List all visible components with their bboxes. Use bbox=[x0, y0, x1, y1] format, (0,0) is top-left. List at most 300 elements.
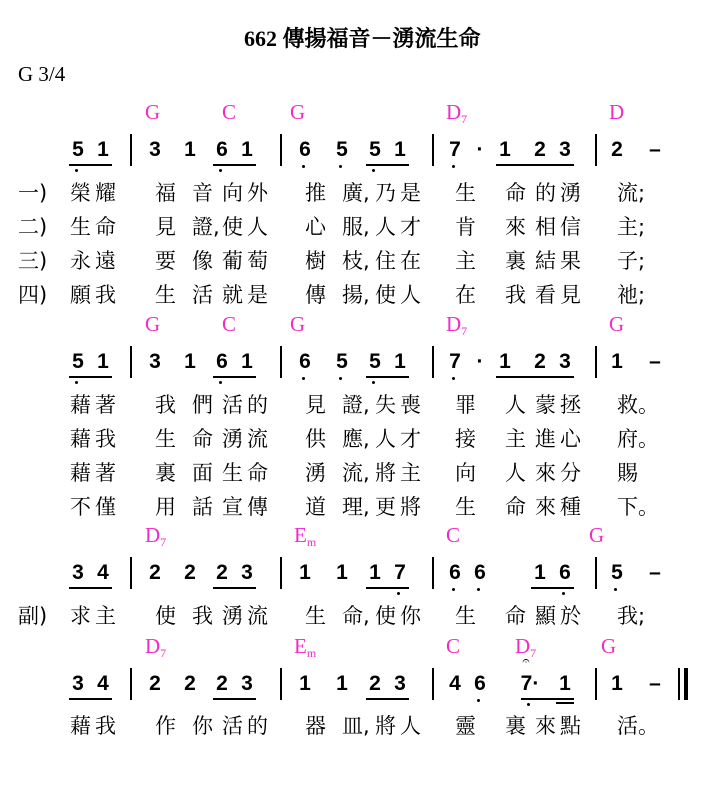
lyric-syllable: 來 bbox=[535, 495, 556, 519]
note: 1 bbox=[499, 138, 511, 161]
chord-quality: 7 bbox=[461, 112, 468, 126]
octave-dot-below bbox=[397, 592, 400, 595]
underline-beam bbox=[366, 587, 409, 589]
chord-quality: m bbox=[306, 535, 317, 549]
note: – bbox=[649, 672, 661, 695]
chord-symbol bbox=[446, 100, 467, 127]
note: 5 bbox=[72, 350, 84, 373]
lyric-syllable: 枝, bbox=[342, 249, 370, 273]
lyric-syllable: 於 bbox=[560, 604, 581, 628]
octave-dot-below bbox=[477, 588, 480, 591]
chord-symbol bbox=[609, 100, 624, 125]
octave-dot-below bbox=[339, 165, 342, 168]
lyric-syllable: 皿, bbox=[342, 714, 370, 738]
note: 2 bbox=[534, 138, 546, 161]
lyric-syllable: 使 bbox=[375, 283, 396, 307]
lyric-syllable: 藉 bbox=[70, 714, 91, 738]
lyric-syllable: 你 bbox=[192, 714, 213, 738]
lyric-syllable: 在 bbox=[455, 283, 476, 307]
note: 2 bbox=[184, 561, 196, 584]
lyric-syllable: 湧 bbox=[305, 461, 326, 485]
lyric-syllable: 流 bbox=[247, 604, 268, 628]
chord-symbol bbox=[145, 100, 160, 125]
chord-symbol bbox=[290, 312, 305, 337]
chord-symbol bbox=[290, 100, 305, 125]
chord-symbol bbox=[222, 100, 236, 125]
lyric-syllable: 使 bbox=[222, 215, 243, 239]
lyric-syllable: 分 bbox=[560, 461, 581, 485]
lyric-syllable: 活 bbox=[222, 714, 243, 738]
lyric-syllable: 乃 bbox=[375, 181, 396, 205]
lyric-syllable: 面 bbox=[192, 461, 213, 485]
octave-dot-below bbox=[452, 377, 455, 380]
chord-quality: m bbox=[306, 646, 317, 660]
lyric-syllable: 藉 bbox=[70, 461, 91, 485]
final-bar-line bbox=[684, 668, 688, 700]
chord-root: G bbox=[290, 312, 306, 336]
note: 2 bbox=[611, 138, 623, 161]
note: 2 bbox=[149, 672, 161, 695]
note: 7 bbox=[449, 350, 461, 373]
chord-symbol bbox=[446, 523, 460, 548]
lyric-syllable: 藉 bbox=[70, 393, 91, 417]
bar-line bbox=[432, 668, 434, 700]
lyric-syllable: 住 bbox=[375, 249, 396, 273]
chord-symbol bbox=[145, 523, 166, 550]
bar-line bbox=[280, 346, 282, 378]
lyric-syllable: 供 bbox=[305, 427, 326, 451]
note: 5 bbox=[369, 138, 381, 161]
note: 6 bbox=[474, 561, 486, 584]
lyric-syllable: 主 bbox=[400, 461, 421, 485]
lyric-syllable: 我 bbox=[505, 283, 526, 307]
octave-dot-below bbox=[219, 169, 222, 172]
note: 6 bbox=[474, 672, 486, 695]
lyric-syllable: 看 bbox=[535, 283, 556, 307]
lyric-syllable: 見 bbox=[305, 393, 326, 417]
lyric-syllable: 外 bbox=[247, 181, 268, 205]
lyric-syllable: 信 bbox=[560, 215, 581, 239]
chord-symbol bbox=[446, 634, 460, 659]
lyric-syllable: 點 bbox=[560, 714, 581, 738]
chord-symbol bbox=[601, 634, 616, 659]
chord-quality: 7 bbox=[461, 324, 468, 338]
lyric-syllable: 我; bbox=[617, 604, 646, 628]
lyric-syllable: 的 bbox=[247, 714, 268, 738]
octave-dot-below bbox=[372, 169, 375, 172]
lyric-syllable: 裏 bbox=[505, 249, 526, 273]
chord-root: C bbox=[446, 634, 461, 658]
underline-beam bbox=[69, 164, 112, 166]
note: 1 bbox=[336, 672, 348, 695]
lyric-syllable: 下。 bbox=[617, 495, 659, 519]
lyric-syllable: 祂; bbox=[617, 283, 646, 307]
note: 2 bbox=[184, 672, 196, 695]
octave-dot-below bbox=[302, 377, 305, 380]
note: 1 bbox=[241, 138, 253, 161]
lyric-syllable: 證, bbox=[192, 215, 220, 239]
lyric-syllable: 人 bbox=[400, 714, 421, 738]
note: 2 bbox=[216, 672, 228, 695]
lyric-syllable: 音 bbox=[192, 181, 213, 205]
lyric-syllable: 人 bbox=[247, 215, 268, 239]
lyric-syllable: 將 bbox=[400, 495, 421, 519]
note: 1 bbox=[394, 138, 406, 161]
note: 2 bbox=[216, 561, 228, 584]
lyric-syllable: 結 bbox=[535, 249, 556, 273]
lyric-syllable: 們 bbox=[192, 393, 213, 417]
chord-root: C bbox=[222, 100, 237, 124]
chord-symbol bbox=[609, 312, 624, 337]
lyric-syllable: 流, bbox=[342, 461, 370, 485]
lyric-syllable: 證, bbox=[342, 393, 370, 417]
note: 6 bbox=[559, 561, 571, 584]
lyric-syllable: 就 bbox=[222, 283, 243, 307]
lyric-syllable: 的 bbox=[247, 393, 268, 417]
lyric-syllable: 心 bbox=[305, 215, 326, 239]
lyric-syllable: 萄 bbox=[247, 249, 268, 273]
lyric-syllable: 生 bbox=[455, 604, 476, 628]
bar-line bbox=[280, 557, 282, 589]
lyric-syllable: 遠 bbox=[95, 249, 116, 273]
lyric-syllable: 向 bbox=[455, 461, 476, 485]
lyric-syllable: 用 bbox=[155, 495, 176, 519]
chord-root: E bbox=[294, 523, 307, 547]
note: 5 bbox=[336, 350, 348, 373]
note: 2 bbox=[369, 672, 381, 695]
note: 3 bbox=[559, 350, 571, 373]
chord-root: G bbox=[145, 100, 161, 124]
note: – bbox=[649, 138, 661, 161]
verse-label: 副) bbox=[18, 604, 48, 628]
lyric-syllable: 葡 bbox=[222, 249, 243, 273]
note: 3 bbox=[241, 561, 253, 584]
lyric-syllable: 人 bbox=[505, 393, 526, 417]
note: 6 bbox=[299, 138, 311, 161]
lyric-syllable: 是 bbox=[247, 283, 268, 307]
lyric-syllable: 罪 bbox=[455, 393, 476, 417]
underline-beam bbox=[213, 587, 256, 589]
bar-line bbox=[130, 134, 132, 166]
note: 3 bbox=[394, 672, 406, 695]
note: 5 bbox=[369, 350, 381, 373]
lyric-syllable: 福 bbox=[155, 181, 176, 205]
lyric-syllable: 樹 bbox=[305, 249, 326, 273]
chord-symbol bbox=[145, 634, 166, 661]
note: 1 bbox=[241, 350, 253, 373]
lyric-syllable: 救。 bbox=[617, 393, 659, 417]
lyric-syllable: 將 bbox=[375, 714, 396, 738]
chord-symbol bbox=[446, 312, 467, 339]
lyric-syllable: 人 bbox=[505, 461, 526, 485]
lyric-syllable: 命 bbox=[505, 604, 526, 628]
lyric-syllable: 見 bbox=[155, 215, 176, 239]
fermata-icon: 𝄐 bbox=[522, 654, 530, 669]
octave-dot-below bbox=[302, 165, 305, 168]
underline-beam bbox=[69, 698, 112, 700]
lyric-syllable: 主 bbox=[455, 249, 476, 273]
lyric-syllable: 生 bbox=[222, 461, 243, 485]
note: 5 bbox=[336, 138, 348, 161]
lyric-syllable: 拯 bbox=[560, 393, 581, 417]
chord-root: D bbox=[145, 634, 161, 658]
lyric-syllable: 蒙 bbox=[535, 393, 556, 417]
octave-dot-below bbox=[75, 169, 78, 172]
chord-quality: 7 bbox=[160, 646, 167, 660]
lyric-syllable: 更 bbox=[375, 495, 396, 519]
underline-beam bbox=[366, 698, 409, 700]
lyric-syllable: 作 bbox=[155, 714, 176, 738]
lyric-syllable: 傳 bbox=[305, 283, 326, 307]
lyric-syllable: 主 bbox=[505, 427, 526, 451]
lyric-syllable: 傳 bbox=[247, 495, 268, 519]
note: 2 bbox=[534, 350, 546, 373]
octave-dot-below bbox=[75, 381, 78, 384]
chord-root: G bbox=[145, 312, 161, 336]
note: 3 bbox=[149, 138, 161, 161]
lyric-syllable: 理, bbox=[342, 495, 370, 519]
note: 3 bbox=[149, 350, 161, 373]
underline-beam bbox=[69, 587, 112, 589]
note: 3 bbox=[559, 138, 571, 161]
bar-line bbox=[280, 668, 282, 700]
bar-line bbox=[130, 557, 132, 589]
note: 1 bbox=[336, 561, 348, 584]
underline-beam bbox=[521, 698, 574, 700]
verse-label: 三) bbox=[18, 249, 48, 273]
underline-beam bbox=[366, 376, 409, 378]
chord-root: G bbox=[290, 100, 306, 124]
note: 1 bbox=[499, 350, 511, 373]
lyric-syllable: 要 bbox=[155, 249, 176, 273]
lyric-syllable: 人 bbox=[375, 427, 396, 451]
note: 3 bbox=[72, 672, 84, 695]
bar-line bbox=[432, 346, 434, 378]
chord-root: G bbox=[609, 312, 625, 336]
bar-line bbox=[595, 346, 597, 378]
lyric-syllable: 命 bbox=[192, 427, 213, 451]
lyric-syllable: 求 bbox=[70, 604, 91, 628]
note: 7· bbox=[520, 672, 540, 695]
note: 7 bbox=[449, 138, 461, 161]
note: 1 bbox=[534, 561, 546, 584]
lyric-syllable: 來 bbox=[535, 714, 556, 738]
lyric-syllable: 生 bbox=[155, 427, 176, 451]
chord-root: D bbox=[446, 100, 462, 124]
chord-symbol bbox=[145, 312, 160, 337]
lyric-syllable: 相 bbox=[535, 215, 556, 239]
lyric-syllable: 推 bbox=[305, 181, 326, 205]
octave-dot-below bbox=[562, 592, 565, 595]
lyric-syllable: 果 bbox=[560, 249, 581, 273]
octave-dot-below bbox=[219, 381, 222, 384]
underline-beam bbox=[531, 587, 574, 589]
lyric-syllable: 肯 bbox=[455, 215, 476, 239]
lyric-syllable: 主 bbox=[95, 604, 116, 628]
octave-dot-below bbox=[372, 381, 375, 384]
lyric-syllable: 命 bbox=[505, 181, 526, 205]
underline-beam bbox=[213, 164, 256, 166]
lyric-syllable: 在 bbox=[400, 249, 421, 273]
chord-root: D bbox=[515, 634, 531, 658]
note: 6 bbox=[299, 350, 311, 373]
lyric-syllable: 活 bbox=[222, 393, 243, 417]
lyric-syllable: 廣, bbox=[342, 181, 370, 205]
lyric-syllable: 話 bbox=[192, 495, 213, 519]
lyric-syllable: 生 bbox=[155, 283, 176, 307]
lyric-syllable: 府。 bbox=[617, 427, 659, 451]
lyric-syllable: 靈 bbox=[455, 714, 476, 738]
note: 1 bbox=[97, 138, 109, 161]
lyric-syllable: 喪 bbox=[400, 393, 421, 417]
note: – bbox=[649, 561, 661, 584]
note: 4 bbox=[449, 672, 461, 695]
underline-beam bbox=[496, 376, 574, 378]
chord-root: G bbox=[601, 634, 617, 658]
lyric-syllable: 湧 bbox=[222, 427, 243, 451]
note: 3 bbox=[241, 672, 253, 695]
verse-label: 一) bbox=[18, 181, 48, 205]
lyric-syllable: 榮 bbox=[70, 181, 91, 205]
lyric-syllable: 我 bbox=[192, 604, 213, 628]
lyric-syllable: 耀 bbox=[95, 181, 116, 205]
lyric-syllable: 使 bbox=[375, 604, 396, 628]
lyric-syllable: 種 bbox=[560, 495, 581, 519]
lyric-syllable: 顯 bbox=[535, 604, 556, 628]
lyric-syllable: 命 bbox=[247, 461, 268, 485]
lyric-syllable: 主; bbox=[617, 215, 646, 239]
octave-dot-below bbox=[527, 703, 530, 706]
underline-beam bbox=[496, 164, 574, 166]
chord-root: C bbox=[222, 312, 237, 336]
chord-root: D bbox=[446, 312, 462, 336]
lyric-syllable: 流; bbox=[617, 181, 646, 205]
octave-dot-below bbox=[339, 377, 342, 380]
note: · bbox=[476, 350, 484, 373]
lyric-syllable: 向 bbox=[222, 181, 243, 205]
lyric-syllable: 才 bbox=[400, 215, 421, 239]
lyric-syllable: 應, bbox=[342, 427, 370, 451]
chord-root: D bbox=[609, 100, 625, 124]
lyric-syllable: 人 bbox=[400, 283, 421, 307]
chord-root: E bbox=[294, 634, 307, 658]
chord-symbol bbox=[222, 312, 236, 337]
lyric-syllable: 命 bbox=[95, 215, 116, 239]
bar-line bbox=[432, 134, 434, 166]
bar-line bbox=[432, 557, 434, 589]
lyric-syllable: 你 bbox=[400, 604, 421, 628]
lyric-syllable: 道 bbox=[305, 495, 326, 519]
underline-beam-double bbox=[556, 702, 574, 704]
lyric-syllable: 的 bbox=[535, 181, 556, 205]
chord-root: C bbox=[446, 523, 461, 547]
lyric-syllable: 我 bbox=[95, 427, 116, 451]
lyric-syllable: 心 bbox=[560, 427, 581, 451]
lyric-syllable: 命, bbox=[342, 604, 370, 628]
note: 1 bbox=[611, 350, 623, 373]
lyric-syllable: 子; bbox=[617, 249, 646, 273]
verse-label: 四) bbox=[18, 283, 48, 307]
note: 1 bbox=[559, 672, 571, 695]
lyric-syllable: 湧 bbox=[560, 181, 581, 205]
chord-quality: 7 bbox=[530, 646, 537, 660]
lyric-syllable: 我 bbox=[155, 393, 176, 417]
key-time-signature: G 3/4 bbox=[18, 62, 66, 86]
note: 7 bbox=[394, 561, 406, 584]
lyric-syllable: 見 bbox=[560, 283, 581, 307]
lyric-syllable: 服, bbox=[342, 215, 370, 239]
bar-line bbox=[595, 134, 597, 166]
note: 1 bbox=[184, 138, 196, 161]
lyric-syllable: 器 bbox=[305, 714, 326, 738]
lyric-syllable: 裏 bbox=[505, 714, 526, 738]
lyric-syllable: 進 bbox=[535, 427, 556, 451]
lyric-syllable: 僅 bbox=[95, 495, 116, 519]
lyric-syllable: 不 bbox=[70, 495, 91, 519]
note: 5 bbox=[72, 138, 84, 161]
lyric-syllable: 永 bbox=[70, 249, 91, 273]
underline-beam bbox=[366, 164, 409, 166]
lyric-syllable: 將 bbox=[375, 461, 396, 485]
note: 6 bbox=[216, 350, 228, 373]
note: 5 bbox=[611, 561, 623, 584]
note: 1 bbox=[184, 350, 196, 373]
lyric-syllable: 生 bbox=[455, 495, 476, 519]
lyric-syllable: 來 bbox=[535, 461, 556, 485]
lyric-syllable: 流 bbox=[247, 427, 268, 451]
octave-dot-below bbox=[614, 588, 617, 591]
lyric-syllable: 我 bbox=[95, 283, 116, 307]
hymn-title: 662 傳揚福音－湧流生命 bbox=[244, 26, 481, 51]
lyric-syllable: 像 bbox=[192, 249, 213, 273]
lyric-syllable: 使 bbox=[155, 604, 176, 628]
lyric-syllable: 著 bbox=[95, 461, 116, 485]
note: 4 bbox=[97, 561, 109, 584]
note: – bbox=[649, 350, 661, 373]
lyric-syllable: 是 bbox=[400, 181, 421, 205]
octave-dot-below bbox=[477, 699, 480, 702]
lyric-syllable: 揚, bbox=[342, 283, 370, 307]
final-bar-line bbox=[678, 668, 680, 700]
chord-root: D bbox=[145, 523, 161, 547]
bar-line bbox=[595, 668, 597, 700]
note: 1 bbox=[611, 672, 623, 695]
bar-line bbox=[280, 134, 282, 166]
note: 3 bbox=[72, 561, 84, 584]
bar-line bbox=[595, 557, 597, 589]
note: 1 bbox=[299, 561, 311, 584]
note: 1 bbox=[369, 561, 381, 584]
bar-line bbox=[130, 668, 132, 700]
note: 2 bbox=[149, 561, 161, 584]
note: 1 bbox=[299, 672, 311, 695]
note: 1 bbox=[394, 350, 406, 373]
lyric-syllable: 我 bbox=[95, 714, 116, 738]
lyric-syllable: 裏 bbox=[155, 461, 176, 485]
verse-label: 二) bbox=[18, 215, 48, 239]
lyric-syllable: 接 bbox=[455, 427, 476, 451]
lyric-syllable: 人 bbox=[375, 215, 396, 239]
lyric-syllable: 著 bbox=[95, 393, 116, 417]
underline-beam bbox=[213, 698, 256, 700]
lyric-syllable: 活。 bbox=[617, 714, 659, 738]
lyric-syllable: 願 bbox=[70, 283, 91, 307]
note: · bbox=[476, 138, 484, 161]
note: 4 bbox=[97, 672, 109, 695]
lyric-syllable: 藉 bbox=[70, 427, 91, 451]
lyric-syllable: 失 bbox=[375, 393, 396, 417]
lyric-syllable: 生 bbox=[70, 215, 91, 239]
